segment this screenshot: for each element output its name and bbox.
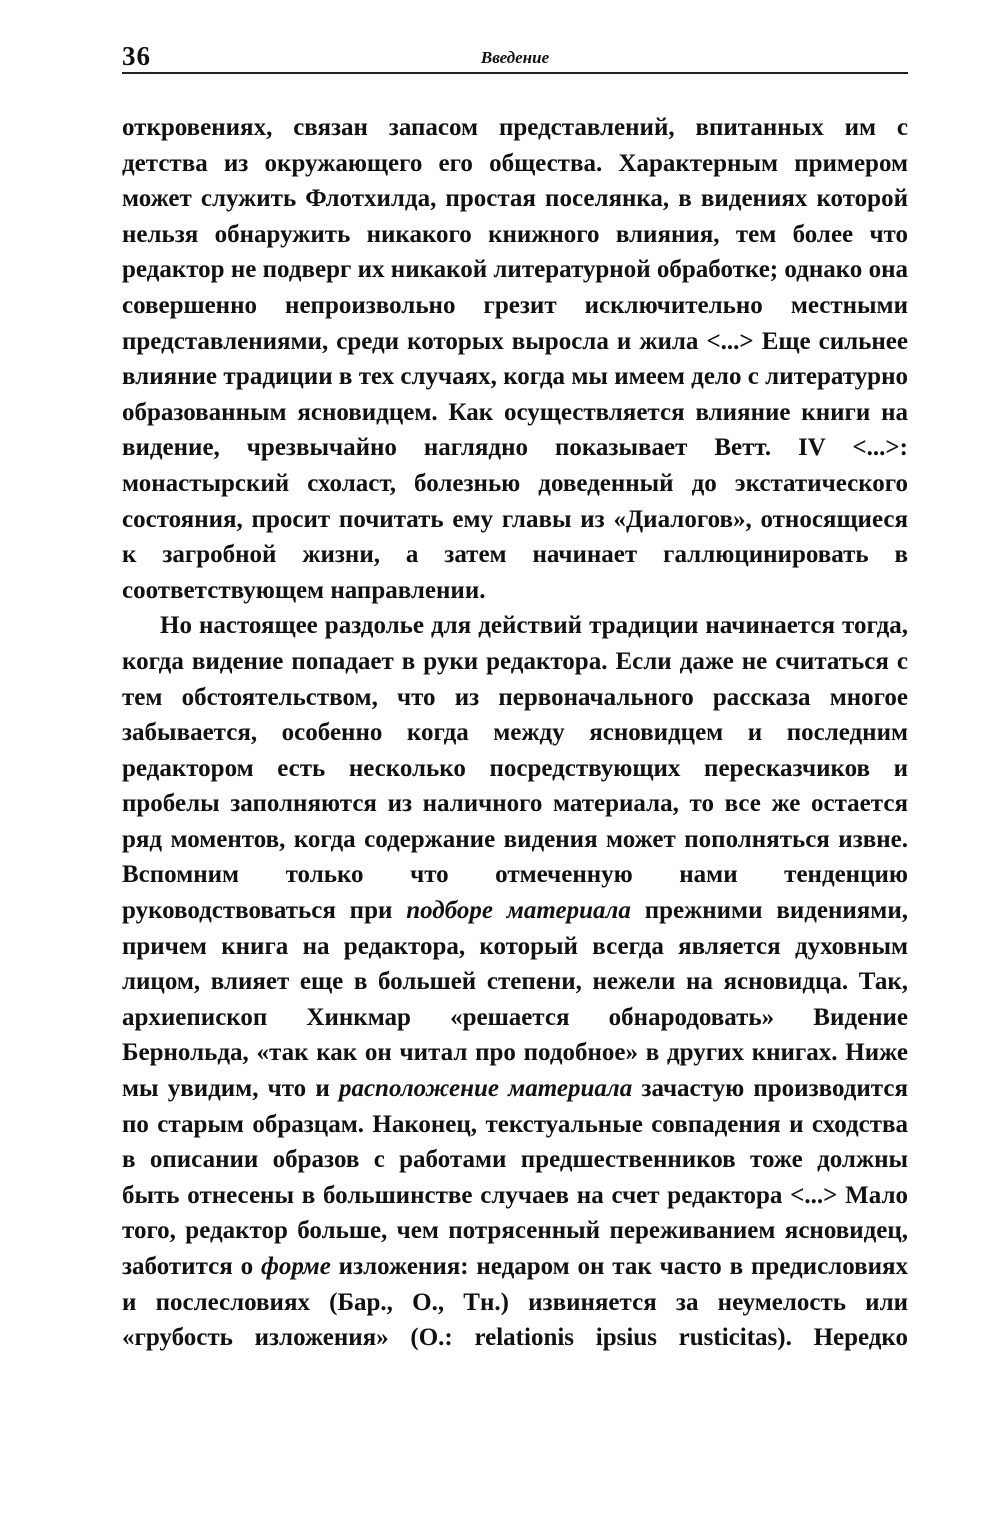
paragraph-2-text-2: прежними видениями, причем книга на редактора, который всегда является духовным лицом, влияет еще в большей степени, нежели на ясновидца. Так, архиепископ Хинкмар «решается обнародовать» Видение Бернольда, «так как он читал про подобное» в других книгах. Ниже мы увидим, что и (122, 897, 908, 1103)
page-number: 36 (122, 41, 151, 71)
running-header (122, 42, 908, 74)
paragraph-2-text-3: зачастую производится по старым образцам. Наконец, текстуальные совпадения и сходства в описании образов с работами предшественников тоже должны быть отнесены в большинстве случаев на счет редактора <...> Мало того, редактор больше, чем потрясенный переживанием ясновидец, заботится о (122, 1075, 908, 1280)
paragraph-2-text-4: изложения: недаром он так часто в предисловиях и послесловиях (Бар., О., Тн.) извиняется за неумелость или «грубость изложения» (О.: relationis ipsius rusticitas). Нередко (122, 1253, 909, 1352)
emphasis-arrangement-of-material: расположение материала (338, 1075, 633, 1103)
body-text (122, 110, 908, 1356)
book-page (122, 42, 908, 1512)
emphasis-selection-of-material: подборе материала (406, 897, 631, 925)
paragraph-2-text-1: Но настоящее раздолье для действий традиции начинается тогда, когда видение попадает в руки редактора. Если даже не считаться с тем обстоятельством, что из первоначального рассказа многое забывается, особенно когда между ясновидцем и последним редактором есть несколько посредствующих пересказчиков и пробелы заполняются из наличного материала, то все же остается ряд моментов, когда содержание видения может пополняться извне. Вспомним только что отмеченную нами тенденцию руководствоваться при (122, 612, 908, 925)
emphasis-form: форме (260, 1253, 331, 1280)
paragraph-1: откровениях, связан запасом представлений, впитанных им с детства из окружающего его общества. Характерным примером может служить Флотхилда, простая поселянка, в видениях которой нельзя обнаружить никакого книжного влияния, тем более что редактор не подверг их никакой литературной обработке; однако она совершенно непроизвольно грезит исключительно местными представлениями, среди которых выросла и жила <...> Еще сильнее влияние традиции в тех случаях, когда мы имеем дело с литературно образованным ясновидцем. Как осуществляется влияние книги на видение, чрезвычайно наглядно показывает Ветт. IV <...>: монастырский схоласт, болезнью доведенный до экстатического состояния, просит почитать ему главы из «Диалогов», относящиеся к загробной жизни, а затем начинает галлюцинировать в соответствующем направлении. (122, 114, 908, 604)
paragraph-2 (122, 608, 908, 1355)
section-title: Введение (480, 48, 550, 67)
